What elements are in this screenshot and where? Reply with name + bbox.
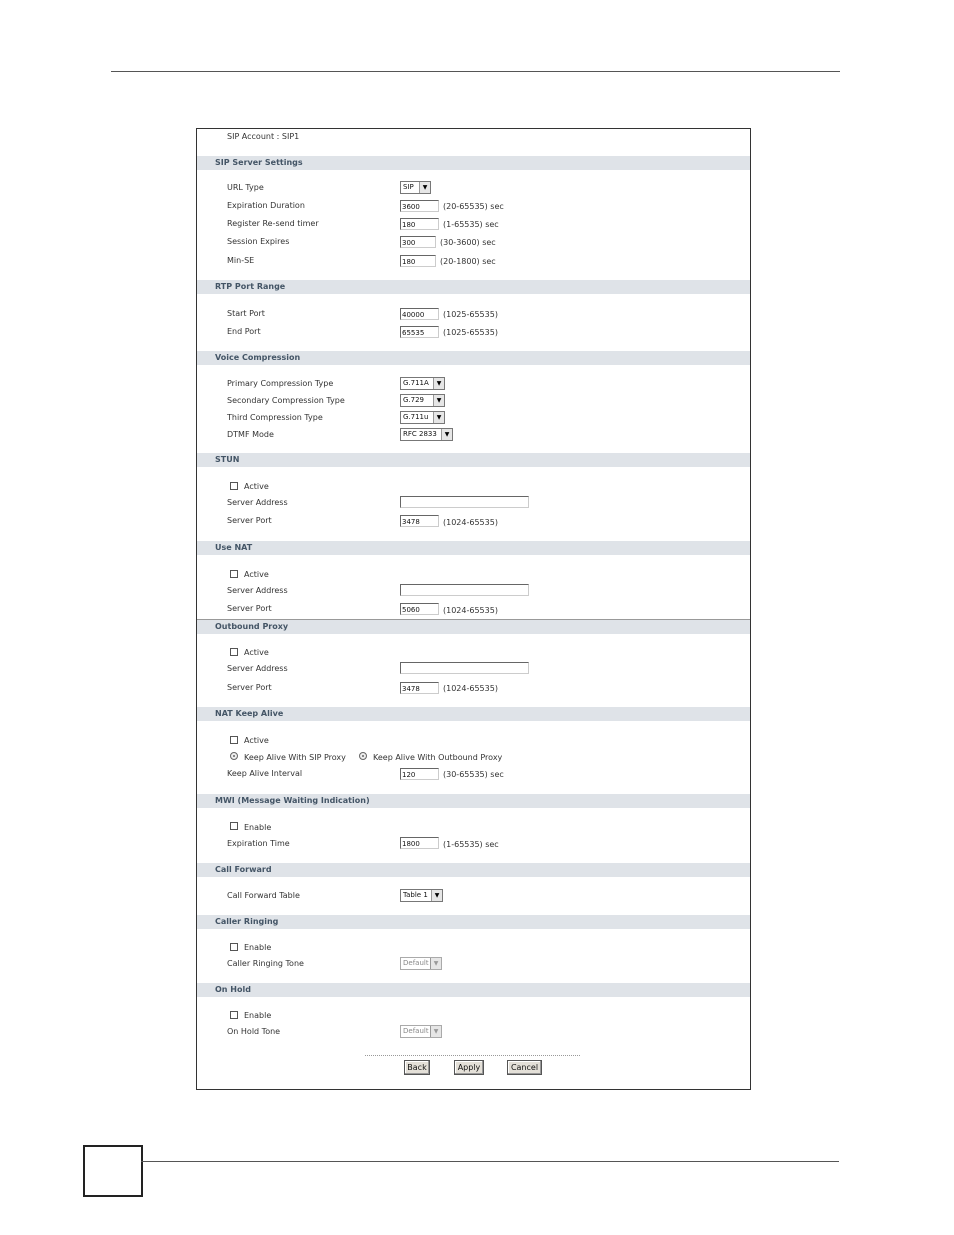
stun-active-label: Active (244, 482, 269, 491)
section-header-use-nat (197, 541, 750, 555)
chevron-down-icon: ▼ (433, 412, 444, 423)
outbound-active-label: Active (244, 648, 269, 657)
section-title: Use NAT (215, 543, 253, 552)
start-port-hint: (1025-65535) (443, 310, 498, 319)
outbound-server-port-label: Server Port (227, 683, 272, 692)
mwi-enable-label: Enable (244, 823, 272, 832)
outbound-server-address-label: Server Address (227, 664, 288, 673)
use-nat-server-port-label: Server Port (227, 604, 272, 613)
call-forward-table-select[interactable] (400, 889, 443, 902)
use-nat-server-address-label: Server Address (227, 586, 288, 595)
caller-ringing-tone-value: Default (403, 959, 429, 967)
section-header-caller-ringing (197, 915, 750, 929)
register-resend-input[interactable]: 180 (400, 218, 439, 230)
section-title: MWI (Message Waiting Indication) (215, 796, 370, 805)
chevron-down-icon: ▼ (431, 890, 442, 901)
back-button[interactable]: Back (404, 1060, 430, 1075)
mwi-enable-checkbox[interactable] (230, 822, 238, 830)
chevron-down-icon: ▼ (419, 182, 430, 193)
stun-server-port-input[interactable]: 3478 (400, 515, 439, 527)
cancel-button[interactable]: Cancel (507, 1060, 542, 1075)
chevron-down-icon: ▼ (441, 429, 452, 440)
on-hold-enable-label: Enable (244, 1011, 272, 1020)
expiration-duration-label: Expiration Duration (227, 201, 305, 210)
min-se-hint: (20-1800) sec (440, 257, 496, 266)
dtmf-mode-label: DTMF Mode (227, 430, 274, 439)
section-header-outbound (197, 619, 750, 634)
section-title: On Hold (215, 985, 251, 994)
on-hold-enable-checkbox[interactable] (230, 1011, 238, 1019)
end-port-input[interactable]: 65535 (400, 326, 439, 338)
third-compression-select[interactable] (400, 411, 445, 424)
url-type-label: URL Type (227, 183, 264, 192)
section-title: RTP Port Range (215, 282, 286, 291)
section-title: Voice Compression (215, 353, 301, 362)
section-title: NAT Keep Alive (215, 709, 284, 718)
sip-account-title: SIP Account : SIP1 (227, 132, 300, 141)
section-header-sip-server (197, 156, 750, 170)
sip-account-form (196, 128, 751, 1090)
use-nat-server-port-hint: (1024-65535) (443, 606, 498, 615)
chevron-down-icon: ▼ (430, 1026, 441, 1037)
stun-server-address-input[interactable] (400, 496, 529, 508)
page-number-box (83, 1145, 143, 1197)
primary-compression-label: Primary Compression Type (227, 379, 334, 388)
on-hold-tone-value: Default (403, 1027, 429, 1035)
keepalive-interval-hint: (30-65535) sec (443, 770, 504, 779)
end-port-hint: (1025-65535) (443, 328, 498, 337)
section-title: STUN (215, 455, 240, 464)
on-hold-tone-label: On Hold Tone (227, 1027, 281, 1036)
outbound-active-checkbox[interactable] (230, 648, 238, 656)
session-expires-label: Session Expires (227, 237, 290, 246)
start-port-label: Start Port (227, 309, 265, 318)
stun-server-address-label: Server Address (227, 498, 288, 507)
mwi-expiration-input[interactable]: 1800 (400, 837, 439, 849)
min-se-input[interactable]: 180 (400, 255, 436, 267)
section-header-on-hold (197, 983, 750, 997)
session-expires-hint: (30-3600) sec (440, 238, 496, 247)
section-title: SIP Server Settings (215, 158, 303, 167)
call-forward-table-label: Call Forward Table (227, 891, 300, 900)
button-divider (365, 1055, 580, 1056)
chevron-down-icon: ▼ (433, 395, 444, 406)
call-forward-table-value: Table 1 (403, 891, 428, 899)
caller-ringing-tone-select (400, 957, 442, 970)
keepalive-active-label: Active (244, 736, 269, 745)
stun-active-checkbox[interactable] (230, 482, 238, 490)
third-compression-label: Third Compression Type (227, 413, 323, 422)
section-title: Outbound Proxy (215, 622, 289, 631)
register-resend-label: Register Re-send timer (227, 219, 319, 228)
page-bottom-rule (141, 1161, 839, 1162)
section-header-call-forward (197, 863, 750, 877)
mwi-expiration-hint: (1-65535) sec (443, 840, 499, 849)
section-header-mwi (197, 794, 750, 808)
chevron-down-icon: ▼ (430, 958, 441, 969)
third-compression-value: G.711u (403, 413, 429, 421)
keepalive-outbound-proxy-radio[interactable] (359, 752, 367, 760)
section-title: Caller Ringing (215, 917, 279, 926)
expiration-duration-hint: (20-65535) sec (443, 202, 504, 211)
use-nat-active-checkbox[interactable] (230, 570, 238, 578)
use-nat-server-address-input[interactable] (400, 584, 529, 596)
outbound-server-port-hint: (1024-65535) (443, 684, 498, 693)
start-port-input[interactable]: 40000 (400, 308, 439, 320)
keepalive-interval-label: Keep Alive Interval (227, 769, 303, 778)
section-header-keepalive (197, 707, 750, 721)
caller-ringing-enable-label: Enable (244, 943, 272, 952)
primary-compression-value: G.711A (403, 379, 429, 387)
keepalive-sip-proxy-radio[interactable] (230, 752, 238, 760)
section-title: Call Forward (215, 865, 272, 874)
keepalive-outbound-proxy-label: Keep Alive With Outbound Proxy (373, 753, 503, 762)
use-nat-active-label: Active (244, 570, 269, 579)
keepalive-active-checkbox[interactable] (230, 736, 238, 744)
secondary-compression-value: G.729 (403, 396, 425, 404)
register-resend-hint: (1-65535) sec (443, 220, 499, 229)
apply-button[interactable]: Apply (454, 1060, 484, 1075)
end-port-label: End Port (227, 327, 261, 336)
stun-server-port-label: Server Port (227, 516, 272, 525)
section-header-voice (197, 351, 750, 365)
dtmf-mode-select[interactable] (400, 428, 453, 441)
page-top-rule (111, 71, 840, 72)
mwi-expiration-label: Expiration Time (227, 839, 290, 848)
section-header-stun (197, 453, 750, 467)
stun-server-port-hint: (1024-65535) (443, 518, 498, 527)
keepalive-sip-proxy-label: Keep Alive With SIP Proxy (244, 753, 346, 762)
url-type-select[interactable] (400, 181, 431, 194)
primary-compression-select[interactable] (400, 377, 445, 390)
session-expires-input[interactable]: 300 (400, 236, 436, 248)
keepalive-interval-input[interactable]: 120 (400, 768, 439, 780)
url-type-value: SIP (403, 183, 414, 191)
outbound-server-address-input[interactable] (400, 662, 529, 674)
secondary-compression-label: Secondary Compression Type (227, 396, 345, 405)
outbound-server-port-input[interactable]: 3478 (400, 682, 439, 694)
caller-ringing-tone-label: Caller Ringing Tone (227, 959, 304, 968)
dtmf-mode-value: RFC 2833 (403, 430, 437, 438)
expiration-duration-input[interactable]: 3600 (400, 200, 439, 212)
chevron-down-icon: ▼ (433, 378, 444, 389)
secondary-compression-select[interactable] (400, 394, 445, 407)
use-nat-server-port-input[interactable]: 5060 (400, 603, 439, 615)
caller-ringing-enable-checkbox[interactable] (230, 943, 238, 951)
section-header-rtp (197, 280, 750, 294)
min-se-label: Min-SE (227, 256, 255, 265)
on-hold-tone-select (400, 1025, 442, 1038)
